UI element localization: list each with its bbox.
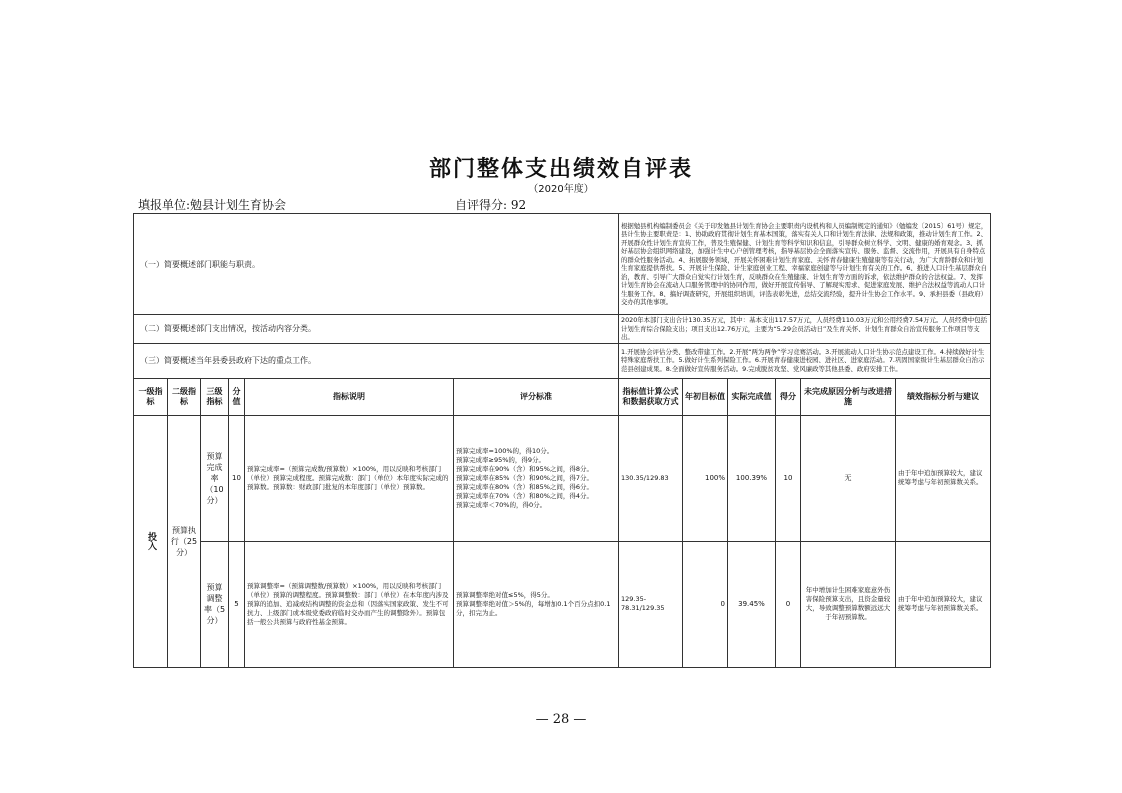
level1-cell	[134, 415, 168, 667]
std-line: 预算完成率在80%（含）和85%之间，得6分。	[456, 482, 594, 491]
section-label: （二）简要概述部门支出情况，按活动内容分类。	[134, 315, 619, 344]
desc-value: 预算完成率=（预算完成数/预算数）×100%，用以反映和考核部门（单位）预算完成程度。预算完成数：部门（单位）本年度实际完成的预算数。预算数：财政部门批复的本年度部门（单位）预算数。	[245, 415, 454, 541]
level2-value: 预算执行（25分）	[168, 415, 201, 667]
std-cell	[454, 415, 619, 541]
section-text: 1.开展协会评估分类、整改带建工作。2.开展“两为两争”学习竞赛活动。3.开展流动人口计生协示范点建设工作。4.持续做好计生特殊家庭帮扶工作。5.做好计生系列保险工作。6.开展青春健康进校园、进社区、进家庭活动。7.巩固国家级计生基层群众自治示范县创建成果。8.全面做好宣传服务活动。9.完成脱贫攻坚、党风廉政等其他县委、政府安排工作。	[619, 343, 991, 378]
desc-value: 预算调整率=（预算调整数/预算数）×100%，用以反映和考核部门（单位）预算的调整程度。预算调整数：部门（单位）在本年度内涉及预算的追加、追减或结构调整的资金总和（因落实国家政策、发生不可抗力、上级部门或本级党委政府临时交办而产生的调整除外）。预算包括一般公共预算与政府性基金预算。	[245, 541, 454, 667]
section-label: （三）简要概述当年县委县政府下达的重点工作。	[134, 343, 619, 378]
std-line: 预算完成率＜70%的，得0分。	[456, 500, 547, 509]
header-desc: 指标说明	[245, 378, 454, 415]
reporting-unit: 填报单位:勉县计划生育协会	[138, 198, 287, 212]
initial-value: 100%	[683, 415, 728, 541]
std-line: 预算完成率≥95%的，得9分。	[456, 455, 546, 464]
level1-value: 投入	[146, 532, 156, 550]
header-level3: 三级指标	[201, 378, 229, 415]
initial-value: 0	[683, 541, 728, 667]
advice-value: 由于年中追加预算较大，建议统筹考虑与年初预算数关系。	[896, 415, 991, 541]
std-line: 预算完成率=100%的，得10分。	[456, 446, 554, 455]
reason-value: 无	[801, 415, 896, 541]
advice-value: 由于年中追加预算较大，建议统筹考虑与年初预算数关系。	[896, 541, 991, 667]
score-value: 10	[229, 415, 245, 541]
score-value: 5	[229, 541, 245, 667]
header-got: 得分	[776, 378, 801, 415]
actual-value: 39.45%	[728, 541, 776, 667]
header-actual: 实际完成值	[728, 378, 776, 415]
header-std: 评分标准	[454, 378, 619, 415]
header-advice: 绩效指标分析与建议	[896, 378, 991, 415]
page-title: 部门整体支出绩效自评表	[428, 156, 693, 182]
got-value: 0	[776, 541, 801, 667]
std-line: 预算调整率绝对值≤5%，得5分。	[456, 590, 554, 599]
got-value: 10	[776, 415, 801, 541]
table-row	[134, 415, 991, 541]
std-line: 预算完成率在90%（含）和95%之间，得8分。	[456, 464, 594, 473]
header-score: 分值	[229, 378, 245, 415]
formula-value: 130.35/129.83	[619, 415, 683, 541]
std-line: 预算调整率绝对值＞5%的，每增加0.1个百分点扣0.1分，扣完为止。	[456, 599, 611, 617]
table-header-row	[134, 378, 991, 415]
section-row-duties	[134, 214, 991, 315]
section-row-key-work	[134, 343, 991, 378]
header-level2: 二级指标	[168, 378, 201, 415]
actual-value: 100.39%	[728, 415, 776, 541]
std-line: 预算完成率在85%（含）和90%之间，得7分。	[456, 473, 594, 482]
table-row	[134, 541, 991, 667]
header-initial: 年初目标值	[683, 378, 728, 415]
std-line: 预算完成率在70%（含）和80%之间，得4分。	[456, 491, 594, 500]
header-level1: 一级指标	[134, 378, 168, 415]
level3-value: 预算完成率（10分）	[201, 415, 229, 541]
formula-value: 129.35-78.31/129.35	[619, 541, 683, 667]
section-text: 2020年本部门支出合计130.35万元，其中：基本支出117.57万元，人员经费110.03万元和公用经费7.54万元。人员经费中包括计划生育综合保险支出；项目支出12.76万元，主要为“5.29会员活动日”及生育关怀、计划生育群众自治宣传服务工作项目等支出。	[619, 315, 991, 344]
page-subtitle: （2020年度）	[528, 184, 594, 195]
reason-value: 年中增加计生困难家庭意外伤害保险预算支出，且资金量较大，导致调整预算数额远远大于年初预算数。	[801, 541, 896, 667]
section-label: （一）简要概述部门职能与职责。	[134, 214, 619, 315]
page-number: — 28 —	[535, 712, 587, 727]
section-text: 根据勉县机构编制委员会《关于印发勉县计划生育协会主要职责内设机构和人员编制规定的通知》（勉编发〔2015〕61号）规定，县计生协主要职责是：1、协助政府贯彻计划生育基本国策，落实有关人口和计划生育法律、法规和政策，推动计划生育工作。2、开展群众性计划生育宣传工作，普及生殖保健、计划生育等科学知识和信息，引导群众树立科学、文明、健康的婚育观念。3、抓好基层协会组织网络建设，加强计生中心户创管理考核，指导基层协会全面落实宣传、服务、监督、交流作用，开展具有自身特点的群众性服务活动。4、拓展服务领域，开展关怀困难计划生育家庭、关怀青春健康生殖健康等有关行动，为广大育龄群众和计划生育家庭提供帮扶。5、开展计生保险、计生家庭创业工程、幸福家庭创建等与计划生育有关的工作。6、推进人口计生基层群众自治，教育、引导广大群众自觉实行计划生育，反映群众在生殖健康、计划生育等方面的诉求，依法维护群众的合法权益。7、发挥计划生育协会在流动人口服务管理中的协同作用，做好开展宣传倡导、了解现实需求、促进家庭发展、维护合法权益等流动人口计生服务工作。8、搞好调查研究，开展组织培训，评选表彰先进，总结交流经验，提升计生协会工作水平。9、承担县委（县政府）交办的其他事项。	[619, 214, 991, 315]
evaluation-table	[133, 213, 991, 668]
level3-value: 预算调整率（5分）	[201, 541, 229, 667]
std-cell	[454, 541, 619, 667]
self-score: 自评得分: 92	[455, 198, 527, 212]
section-row-expenditure	[134, 315, 991, 344]
header-reason: 未完成原因分析与改进措施	[801, 378, 896, 415]
header-formula: 指标值计算公式和数据获取方式	[619, 378, 683, 415]
